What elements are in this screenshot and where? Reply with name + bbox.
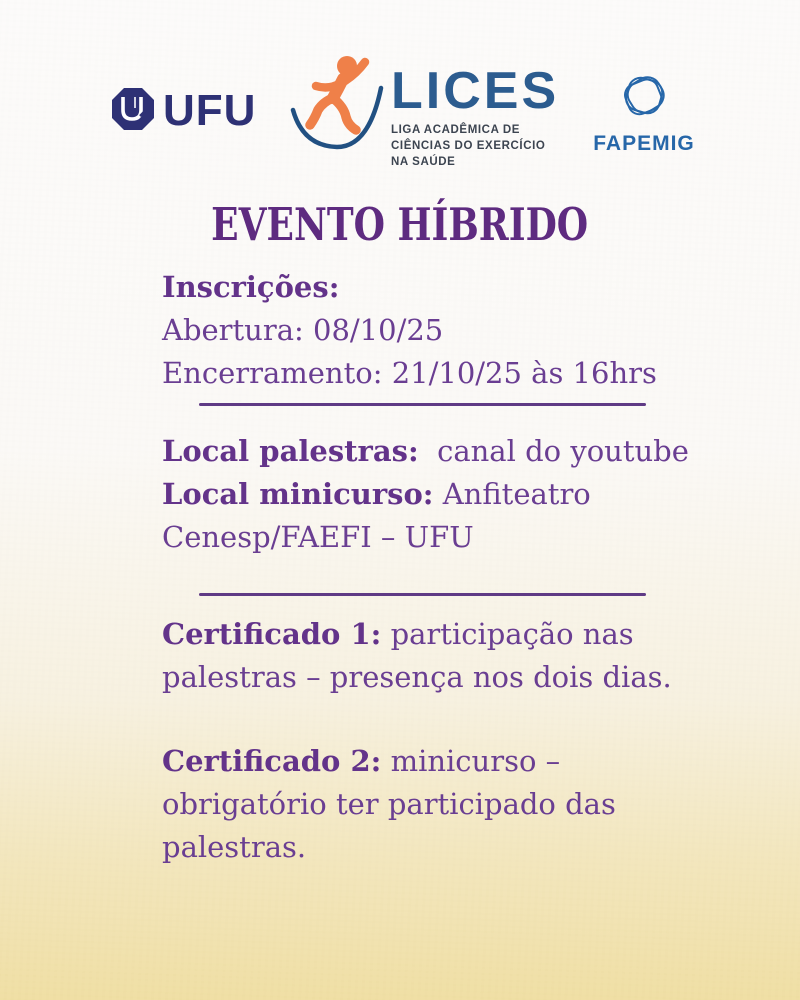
lices-subtitle-line2: CIÊNCIAS DO EXERCÍCIO [391, 140, 546, 152]
certificado1-label: Certificado 1: [162, 617, 382, 651]
ufu-logo [110, 86, 256, 136]
inscricoes-abertura: Abertura: 08/10/25 [162, 313, 444, 347]
certificado1-line1 [162, 613, 672, 656]
certificado2-text1: minicurso – [390, 744, 561, 778]
lices-subtitle-line3: NA SAÚDE [391, 156, 456, 168]
section-locais [162, 430, 689, 559]
fapemig-logo [586, 66, 702, 156]
lices-subtitle [391, 122, 559, 170]
section-certificado-2 [162, 740, 672, 869]
local-minicurso-line [162, 473, 672, 516]
ufu-wordmark: UFU [163, 86, 257, 135]
certificado2-label: Certificado 2: [162, 744, 382, 778]
inscricoes-heading: Inscrições: [162, 270, 340, 304]
lices-text-block [391, 52, 559, 170]
local-palestras-value: canal do youtube [437, 434, 689, 468]
fapemig-rose-icon [613, 111, 675, 130]
certificado2-line2: obrigatório ter participado das [162, 787, 616, 821]
inscricoes-encerramento: Encerramento: 21/10/25 às 16hrs [162, 356, 657, 390]
event-title: EVENTO HÍBRIDO [211, 198, 589, 251]
lices-logo [287, 52, 559, 170]
section-inscricoes [162, 266, 672, 395]
divider-line-2 [199, 593, 646, 596]
local-minicurso-label: Local minicurso: [162, 477, 434, 511]
local-minicurso-value-line2: Cenesp/FAEFI – UFU [162, 520, 474, 554]
local-palestras-line [162, 430, 689, 473]
ufu-octagon-icon [110, 86, 156, 136]
fapemig-wordmark: FAPEMIG [593, 132, 695, 155]
lices-wordmark: LICES [391, 62, 560, 120]
certificado2-line3: palestras. [162, 830, 307, 864]
certificado1-line2: palestras – presença nos dois dias. [162, 660, 672, 694]
event-title-row [0, 198, 800, 251]
section-certificado-1 [162, 613, 672, 699]
lices-subtitle-line1: LIGA ACADÊMICA DE [391, 124, 521, 136]
local-palestras-label: Local palestras: [162, 434, 419, 468]
divider-line-1 [199, 403, 646, 406]
lices-runner-icon [287, 52, 387, 170]
certificado2-line1 [162, 740, 672, 783]
certificado1-text1: participação nas [390, 617, 634, 651]
local-minicurso-value: Anfiteatro [442, 477, 591, 511]
